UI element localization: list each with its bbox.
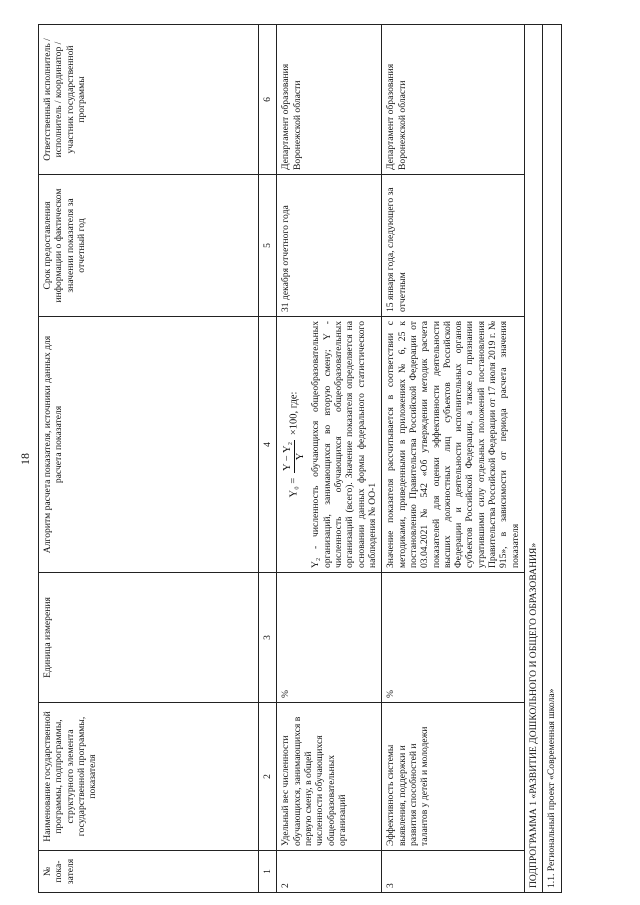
page-number: 18 bbox=[18, 453, 32, 465]
column-number: 3 bbox=[259, 573, 277, 703]
header-unit: Единица измерения bbox=[39, 573, 259, 703]
column-number: 2 bbox=[259, 703, 277, 851]
column-number: 5 bbox=[259, 175, 277, 317]
header-executor: Ответственный исполнитель / исполнитель / координатор / участник государственной программы bbox=[39, 25, 259, 175]
header-indicator-number: № пока- зателя bbox=[39, 851, 259, 893]
column-numbers-row bbox=[259, 25, 277, 893]
table-header-row bbox=[39, 25, 259, 893]
subprogram-title: ПОДПРОГРАММА 1 «РАЗВИТИЕ ДОШКОЛЬНОГО И ОБЩЕГО ОБРАЗОВАНИЯ» bbox=[525, 25, 543, 893]
formula bbox=[280, 321, 310, 568]
indicator-executor: Департамент образования Воронежской области bbox=[382, 25, 525, 175]
indicator-name: Эффективность системы выявления, поддержки и развития способностей и талантов у детей и молодежи bbox=[382, 703, 525, 851]
formula-fraction bbox=[282, 440, 306, 473]
indicator-number: 3 bbox=[382, 851, 525, 893]
table-row bbox=[382, 25, 525, 893]
indicator-number: 2 bbox=[277, 851, 382, 893]
indicator-executor: Департамент образования Воронежской области bbox=[277, 25, 382, 175]
column-number: 4 bbox=[259, 317, 277, 573]
header-algorithm: Алгоритм расчета показателя, источники данных для расчета показателя bbox=[39, 317, 259, 573]
formula-numerator: Y − Y₂ bbox=[282, 441, 294, 472]
algorithm-text: Y₂ - численность обучающихся общеобразовательных организаций, занимающихся во вторую смену; Y - численность обучающихся общеобразовательных организаций (всего). Значение показателя определяется на основании данных формы федерального статистического наблюдения № ОО-1 bbox=[310, 321, 378, 568]
formula-tail: ×100, где: bbox=[288, 391, 300, 436]
subprogram-row bbox=[525, 25, 543, 893]
indicator-algorithm bbox=[277, 317, 382, 573]
formula-denominator: Y bbox=[294, 452, 306, 461]
formula-lhs: Y₀ = bbox=[288, 477, 300, 498]
project-row bbox=[543, 25, 561, 893]
project-title: 1.1. Региональный проект «Современная школа» bbox=[543, 25, 561, 893]
indicator-unit: % bbox=[382, 573, 525, 703]
indicator-algorithm: Значение показателя рассчитывается в соответствии с методиками, приведенными в приложениях № 6, 25 к постановлению Правительства Российской Федерации от 03.04.2021 № 542 «Об утверждении методик расчета показателей для оценки эффективности деятельности высших должностных лиц субъектов Российской Федерации и деятельности исполнительных органов субъектов Российской Федерации, а также о признании утратившими силу отдельных положений постановления Правительства Российской Федерации от 17 июля 2019 г. № 915», в зависимости от периода расчета значения показателя bbox=[382, 317, 525, 573]
header-name: Наименование государственной программы, подпрограммы, структурного элемента государственной программы, показателя bbox=[39, 703, 259, 851]
header-deadline: Срок предоставления информации о фактическом значении показателя за отчетный год bbox=[39, 175, 259, 317]
indicators-table bbox=[38, 24, 562, 893]
indicator-deadline: 31 декабря отчетного года bbox=[277, 175, 382, 317]
indicator-deadline: 15 января года, следующего за отчетным bbox=[382, 175, 525, 317]
indicator-unit: % bbox=[277, 573, 382, 703]
table-row bbox=[277, 25, 382, 893]
column-number: 1 bbox=[259, 851, 277, 893]
column-number: 6 bbox=[259, 25, 277, 175]
indicator-name: Удельный вес численности обучающихся, занимающихся в первую смену, в общей численности обучающихся общеобразовательных организаций bbox=[277, 703, 382, 851]
